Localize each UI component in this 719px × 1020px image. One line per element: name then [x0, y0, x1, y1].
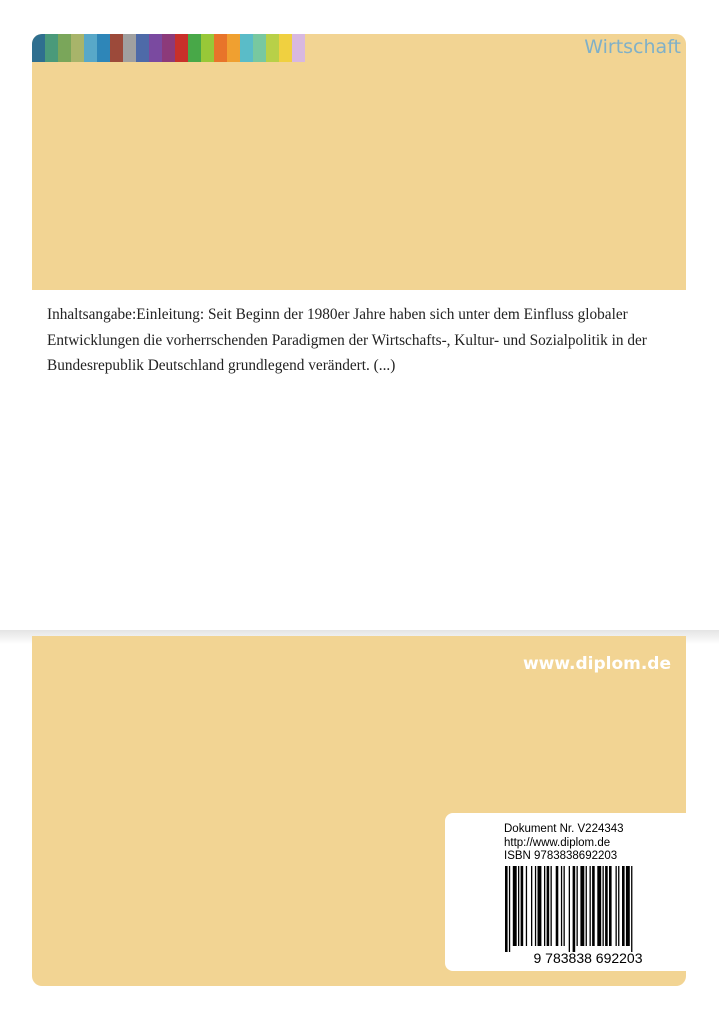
color-stripe [58, 34, 71, 62]
category-label: Wirtschaft [584, 36, 681, 58]
color-stripe [240, 34, 253, 62]
barcode-bar [618, 866, 619, 946]
document-web: http://www.diplom.de [504, 836, 611, 849]
color-stripe [279, 34, 292, 62]
barcode-bar [513, 866, 517, 946]
document-number: Dokument Nr. V224343 [504, 823, 624, 835]
barcode-bar [505, 866, 508, 952]
color-stripes [32, 34, 305, 62]
barcode-bar [526, 866, 527, 946]
color-stripe [149, 34, 162, 62]
color-stripe [175, 34, 188, 62]
color-stripe [110, 34, 123, 62]
barcode-bar [538, 866, 542, 946]
barcode-bar [580, 866, 584, 946]
color-stripe [84, 34, 97, 62]
color-stripe [162, 34, 175, 62]
barcode-bar [518, 866, 519, 946]
blurb-paragraph: Inhaltsangabe:Einleitung: Seit Beginn der 1980er Jahre haben sich unter dem Einfluss globaler Entwicklungen die vorherrschenden Paradigmen der Wirtschafts-, Kultur- und Sozialpolitik in der Bundesrepublik Deutschland grundlegend verändert. (...) [47, 306, 647, 375]
barcode-bar [622, 866, 625, 946]
barcode-bar [509, 866, 510, 952]
barcode-digits: 9 783838 692203 [533, 950, 643, 966]
barcode-bar [564, 866, 565, 946]
color-stripe [136, 34, 149, 62]
barcode-bar [609, 866, 612, 946]
barcode-bar [590, 866, 591, 946]
barcode-bar [535, 866, 536, 946]
barcode-bar [521, 866, 524, 946]
barcode-bar [531, 866, 532, 946]
barcode-bar [569, 866, 570, 952]
color-stripe [201, 34, 214, 62]
barcode-bar [547, 866, 550, 946]
isbn-barcode [503, 866, 673, 966]
publisher-url[interactable]: www.diplom.de [522, 654, 671, 674]
barcode-bar [603, 866, 604, 946]
color-stripe [45, 34, 58, 62]
cover-top-panel [32, 34, 686, 290]
color-stripe [71, 34, 84, 62]
barcode-bar [605, 866, 608, 946]
barcode-bar [616, 866, 617, 946]
color-stripe [188, 34, 201, 62]
barcode-bar [597, 866, 601, 946]
blurb-text [47, 302, 677, 379]
document-isbn: ISBN 9783838692203 [504, 850, 618, 862]
color-stripe [253, 34, 266, 62]
barcode-bar [544, 866, 545, 946]
barcode-bar [626, 866, 630, 946]
barcode-bar [561, 866, 562, 946]
color-stripe [227, 34, 240, 62]
color-stripe [123, 34, 136, 62]
barcode-bar [556, 866, 559, 946]
color-stripe [292, 34, 305, 62]
barcode-bar [573, 866, 576, 952]
barcode-bar [586, 866, 587, 946]
barcode-bar [577, 866, 578, 946]
barcode-bar [592, 866, 595, 946]
document-info [504, 823, 624, 864]
barcode-bar [631, 866, 632, 952]
barcode-bar [551, 866, 552, 946]
color-stripe [97, 34, 110, 62]
barcode-bars [505, 866, 632, 952]
color-stripe [32, 34, 45, 62]
color-stripe [214, 34, 227, 62]
color-stripe [266, 34, 279, 62]
